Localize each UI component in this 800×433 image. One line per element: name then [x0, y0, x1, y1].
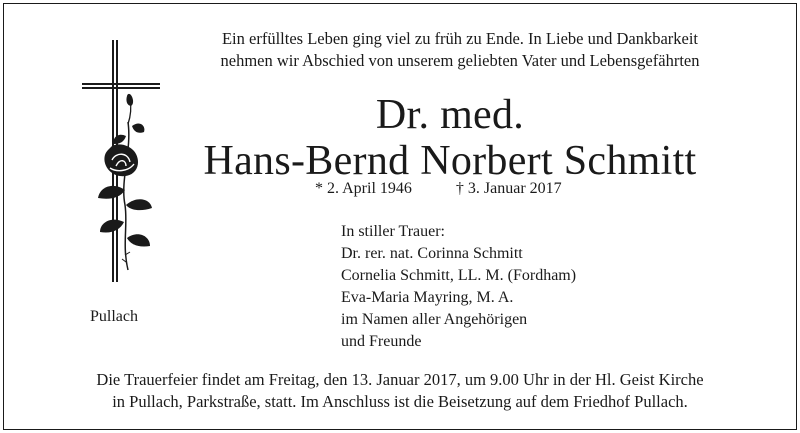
mourner-name: im Namen aller Angehörigen [341, 311, 528, 328]
mourners-heading: In stiller Trauer: [341, 223, 445, 240]
birth-date: * 2. April 1946 [315, 180, 412, 197]
mourners-list [341, 221, 576, 353]
deceased-name: Hans-Bernd Norbert Schmitt [203, 138, 697, 184]
mourner-name: und Freunde [341, 333, 422, 350]
intro-text [180, 28, 740, 72]
funeral-info [40, 369, 760, 413]
place-name: Pullach [90, 308, 138, 325]
intro-line: nehmen wir Abschied von unserem geliebten Vater und Lebensgefährten [220, 51, 700, 70]
mourner-name: Eva-Maria Mayring, M. A. [341, 289, 514, 306]
life-dates [315, 178, 562, 200]
mourner-name: Dr. rer. nat. Corinna Schmitt [341, 245, 523, 262]
deceased-title: Dr. med. [375, 92, 525, 138]
death-date: † 3. Januar 2017 [455, 180, 562, 197]
funeral-info-line: in Pullach, Parkstraße, statt. Im Anschluss ist die Beisetzung auf dem Friedhof Pullach. [112, 392, 688, 411]
funeral-info-line: Die Trauerfeier findet am Freitag, den 13. Januar 2017, um 9.00 Uhr in der Hl. Geist Kirche [96, 370, 704, 389]
intro-line: Ein erfülltes Leben ging viel zu früh zu Ende. In Liebe und Dankbarkeit [221, 29, 699, 48]
mourner-name: Cornelia Schmitt, LL. M. (Fordham) [341, 267, 577, 284]
